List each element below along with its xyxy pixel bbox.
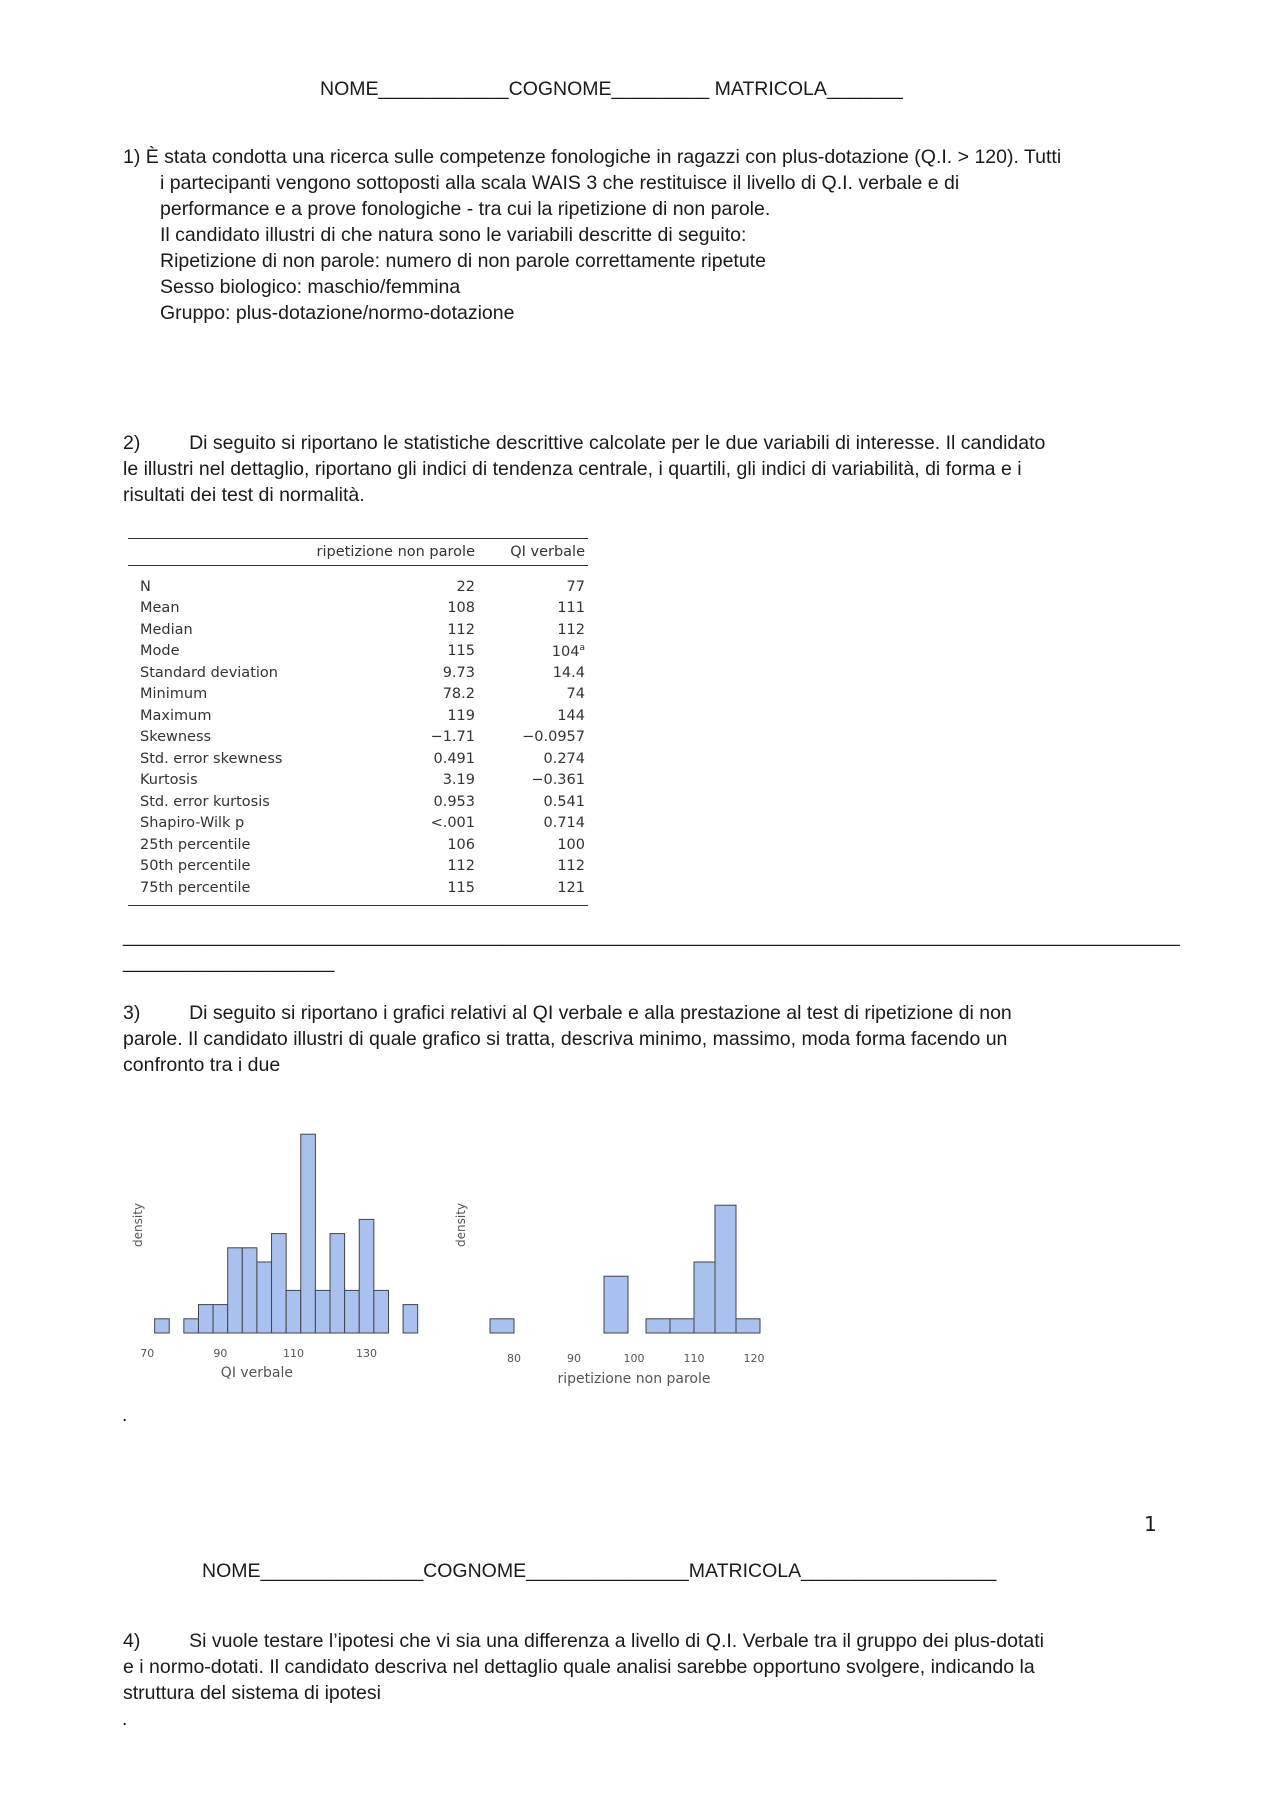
x-tick-label: 110 [683,1352,705,1365]
x-axis-label: ripetizione non parole [557,1371,711,1387]
histogram-qi-verbale [120,1095,440,1395]
question-1-line: Gruppo: plus-dotazione/normo-dotazione [160,302,515,324]
table-cell: Skewness [140,729,212,746]
question-4-line: struttura del sistema di ipotesi [123,1682,381,1704]
question-4-line: 4) Si vuole testare l’ipotesi che vi sia una differenza a livello di Q.I. Verbale tra il gruppo dei plus-dotati [123,1630,1044,1652]
x-tick-label: 90 [213,1347,228,1360]
x-tick-label: 100 [623,1352,645,1365]
table-row [128,598,588,620]
table-row [128,856,588,878]
table-cell: Standard deviation [140,664,278,681]
table-cell: 9.73 [442,664,475,681]
table-row [128,705,588,727]
table-cell: 112 [447,621,475,638]
table-cell: 112 [447,858,475,875]
table-cell: 75th percentile [140,879,251,896]
trailing-dot: . [122,1404,128,1426]
table-cell: −1.71 [430,729,475,746]
student-info-header: NOME____________COGNOME_________ MATRICOLA_______ [320,78,903,100]
student-info-header-page-2: NOME_______________COGNOME_______________MATRICOLA__________________ [202,1560,997,1582]
table-cell: 3.19 [442,772,475,789]
table-row [128,770,588,792]
table-cell: 115 [447,879,475,896]
table-row [128,684,588,706]
table-cell: Minimum [140,686,208,703]
question-4-line: e i normo-dotati. Il candidato descriva nel dettaglio quale analisi sarebbe opportuno svolgere, indicando la [123,1656,1035,1678]
table-cell: N [140,578,151,595]
table-cell: 112 [557,858,585,875]
histogram-bar [184,1319,199,1333]
table-cell: 0.274 [543,750,585,767]
table-cell: 100 [557,836,585,853]
histogram-bar [736,1319,760,1333]
table-cell: <.001 [430,815,475,832]
table-cell: 0.953 [433,793,475,810]
histogram-bar [359,1219,374,1333]
question-2-line: risultati dei test di normalità. [123,484,365,506]
table-cell: Median [140,621,193,638]
table-cell: −0.0957 [522,729,585,746]
histogram-bar [374,1290,389,1333]
table-cell: 0.541 [543,793,585,810]
x-tick-label: 110 [282,1347,304,1360]
x-tick-label: 120 [743,1352,765,1365]
histogram-bar [330,1234,345,1333]
table-cell: 50th percentile [140,858,251,875]
table-cell: 77 [566,578,585,595]
table-cell: 0.714 [543,815,585,832]
histogram-bar [286,1290,301,1333]
table-cell: Kurtosis [140,772,198,789]
histogram-bar [301,1134,316,1333]
descriptive-stats-table [128,538,588,906]
table-row [128,576,588,598]
histogram-bar [694,1262,715,1333]
table-cell: 115 [447,643,475,660]
question-1-line: 1) È stata condotta una ricerca sulle competenze fonologiche in ragazzi con plus-dotazione (Q.I. > 120). Tutti [123,146,1062,168]
histogram-bar [490,1319,514,1333]
table-cell: 108 [447,600,475,617]
table-cell: 74 [566,686,585,703]
table-cell: 144 [557,707,585,724]
question-1-line: i partecipanti vengono sottoposti alla scala WAIS 3 che restituisce il livello di Q.I. verbale e di [160,172,960,194]
x-tick-label: 70 [140,1347,155,1360]
histogram-bar [272,1234,287,1333]
table-cell: Shapiro-Wilk p [140,815,245,832]
histogram-bar [257,1262,272,1333]
question-1-line: Ripetizione di non parole: numero di non parole correttamente ripetute [160,250,766,272]
table-row [128,662,588,684]
y-axis-label: density [454,1203,468,1247]
histogram-bar [213,1305,228,1333]
table-cell: Maximum [140,707,212,724]
table-cell: 119 [447,707,475,724]
histogram-ripetizione-non-parole [445,1095,775,1400]
histogram-bar [403,1305,418,1333]
table-row [128,791,588,813]
histogram-bar [315,1290,330,1333]
question-1-line: Sesso biologico: maschio/femmina [160,276,461,298]
answer-line[interactable]: ____________________________________________________________________________________________________ [123,926,1180,947]
table-cell: Std. error skewness [140,750,283,767]
table-cell: 0.491 [433,750,475,767]
footnote-marker: a [579,642,585,653]
table-cell: 14.4 [552,664,585,681]
question-1-line: Il candidato illustri di che natura sono le variabili descritte di seguito: [160,224,747,246]
table-row [128,834,588,856]
histogram-bar [242,1248,257,1333]
table-header-cell: QI verbale [510,544,585,560]
table-cell: 121 [557,879,585,896]
trailing-dot: . [122,1708,128,1730]
question-2-line: le illustri nel dettaglio, riportano gli indici di tendenza centrale, i quartili, gli indici di variabilità, di forma e i [123,458,1022,480]
table-cell: Mean [140,600,180,617]
table-cell: 111 [557,600,585,617]
question-3-line: confronto tra i due [123,1054,281,1076]
x-tick-label: 80 [507,1352,521,1365]
histogram-bar [228,1248,243,1333]
histogram-bar [155,1319,170,1333]
table-header-row [128,539,588,565]
question-3-line: parole. Il candidato illustri di quale grafico si tratta, descriva minimo, massimo, moda forma facendo un [123,1028,1008,1050]
page-number: 1 [1144,1512,1157,1536]
histogram-bar [198,1305,213,1333]
x-axis-label: QI verbale [220,1365,294,1381]
table-cell: 112 [557,621,585,638]
question-2-line: 2) Di seguito si riportano le statistiche descrittive calcolate per le due variabili di interesse. Il candidato [123,432,1046,454]
question-1-line: performance e a prove fonologiche - tra cui la ripetizione di non parole. [160,198,771,220]
histogram-bar [646,1319,670,1333]
table-row [128,748,588,770]
table-row [128,727,588,749]
table-cell: Mode [140,643,180,660]
histogram-bar [604,1276,628,1333]
table-row [128,877,588,899]
table-bottom-rule [128,905,588,906]
y-axis-label: density [131,1203,145,1247]
x-tick-label: 90 [567,1352,581,1365]
table-cell: −0.361 [531,772,585,789]
table-cell: Std. error kurtosis [140,793,270,810]
histogram-bar [345,1290,360,1333]
table-row [128,813,588,835]
answer-line[interactable]: ____________________ [123,952,335,973]
table-body [128,576,588,899]
table-cell: 104$^a$ [551,642,585,660]
table-cell: 78.2 [442,686,475,703]
table-cell: 25th percentile [140,836,251,853]
histogram-bar [670,1319,694,1333]
table-header-cell: ripetizione non parole [316,544,475,560]
table-cell: 106 [447,836,475,853]
table-row [128,619,588,641]
histogram-bar [715,1205,736,1333]
table-cell: 22 [456,578,475,595]
table-row [128,641,588,663]
x-tick-label: 130 [356,1347,378,1360]
question-3-line: 3) Di seguito si riportano i grafici relativi al QI verbale e alla prestazione al test di ripetizione di non [123,1002,1012,1024]
